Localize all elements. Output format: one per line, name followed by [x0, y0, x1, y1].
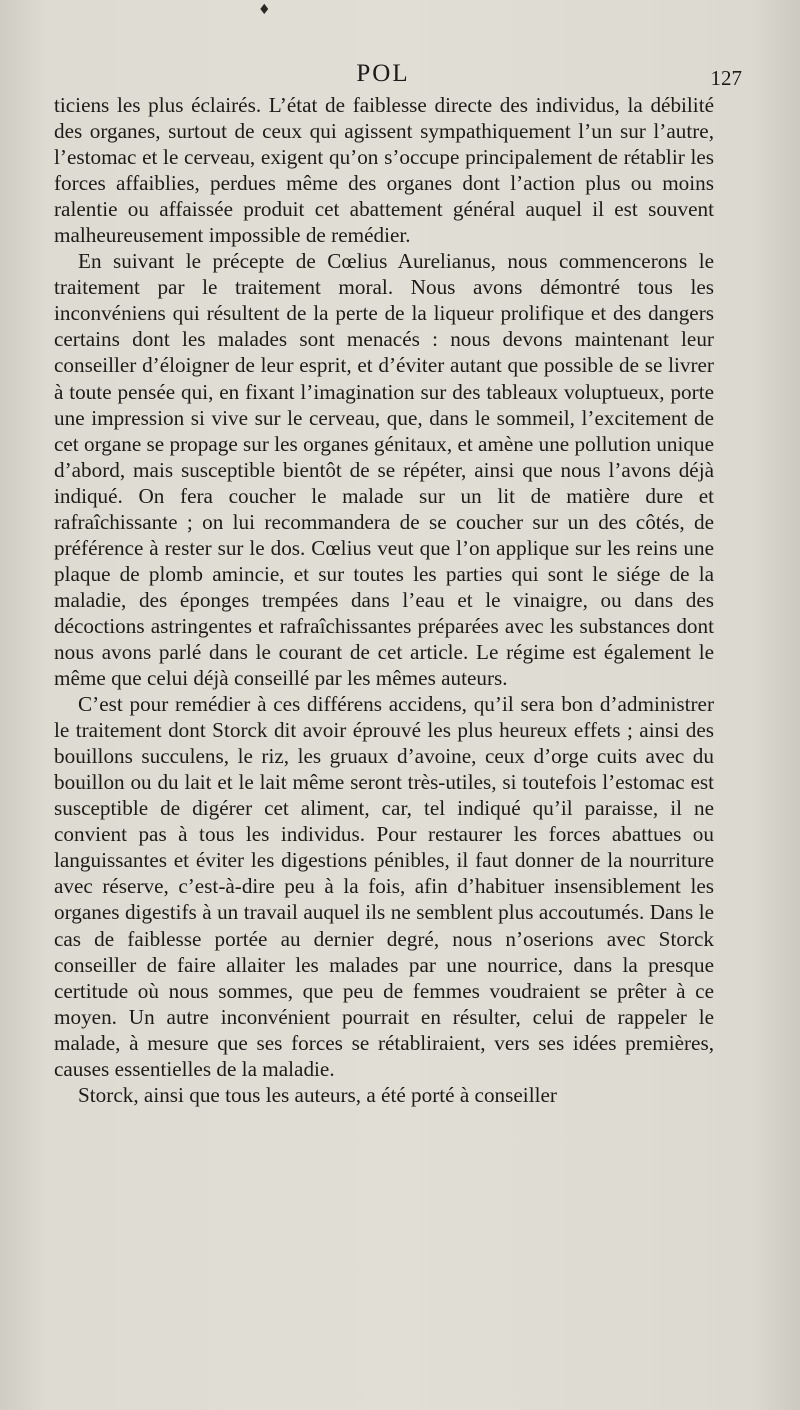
paragraph: En suivant le précepte de Cœlius Aurelianus, nous commencerons le traitement par le traitement moral. Nous avons démontré tous les inconvéniens qui résultent de la perte de la liqueur prolifique et des dangers certains dont les malades sont menacés : nous devons maintenant leur conseiller d’éloigner de leur esprit, et d’éviter autant que possible de se livrer à toute pensée qui, en fixant l’imagination sur des tableaux voluptueux, porte une impression si vive sur le cerveau, que, dans le sommeil, l’excitement de cet organe se propage sur les organes génitaux, et amène une pollution unique d’abord, mais susceptible bientôt de se répéter, ainsi que nous l’avons déjà indiqué. On fera coucher le malade sur un lit de matière dure et rafraîchissante ; on lui recommandera de se coucher sur un des côtés, de préférence à rester sur le dos. Cœlius veut que l’on applique sur les reins une plaque de plomb amincie, et sur toutes les parties qui sont le siége de la maladie, des éponges trempées dans l’eau et le vinaigre, ou dans des décoctions astringentes et rafraîchissantes préparées avec les substances dont nous avons parlé dans le courant de cet article. Le régime est également le même que celui déjà conseillé par les mêmes auteurs.: [54, 249, 714, 691]
paragraph-continued: ticiens les plus éclairés. L’état de faiblesse directe des individus, la débilité des organes, surtout de ceux qui agissent sympathiquement l’un sur l’autre, l’estomac et le cerveau, exigent qu’on s’occupe principalement de rétablir les forces affaiblies, perdues même des organes dont l’action plus ou moins ralentie ou affaissée produit cet abattement général auquel il est souvent malheureusement impossible de remédier.: [54, 93, 714, 248]
page-header: [54, 60, 742, 92]
printer-mark: ♦: [258, 2, 271, 18]
body-text: [54, 92, 714, 1108]
paragraph: Storck, ainsi que tous les auteurs, a été porté à conseiller: [78, 1082, 557, 1107]
paragraph: C’est pour remédier à ces différens accidens, qu’il sera bon d’administrer le traitement dont Storck dit avoir éprouvé les plus heureux effets ; ainsi des bouillons succulens, le riz, les gruaux d’avoine, ceux d’orge cuits avec du bouillon ou du lait et le lait même seront très-utiles, si toutefois l’estomac est susceptible de digérer cet aliment, car, tel indiqué qu’il paraisse, il ne convient pas à tous les individus. Pour restaurer les forces abattues ou languissantes et éviter les digestions pénibles, il faut donner de la nourriture avec réserve, c’est-à-dire peu à la fois, afin d’habituer insensiblement les organes digestifs à un travail auquel ils ne semblent plus accoutumés. Dans le cas de faiblesse portée au dernier degré, nous n’oserions avec Storck conseiller de faire allaiter les malades par une nourrice, dans la presque certitude où nous sommes, que peu de femmes voudraient se prêter à ce moyen. Un autre inconvénient pourrait en résulter, celui de rappeler le malade, à mesure que ses forces se rétabliraient, vers ses idées premières, causes essentielles de la maladie.: [54, 692, 714, 1081]
running-head: POL: [356, 60, 410, 87]
page-number: 127: [710, 66, 742, 90]
